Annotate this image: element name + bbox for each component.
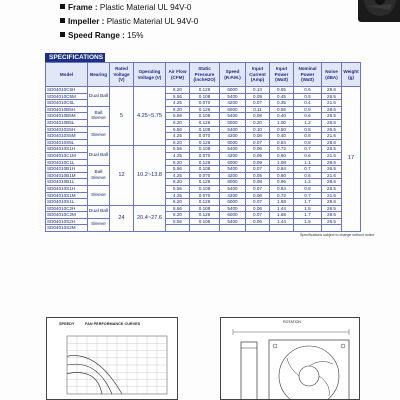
value-cell: 5400 bbox=[220, 218, 246, 225]
value-cell: 0.35 bbox=[270, 100, 294, 107]
model-cell: SD04010S1H bbox=[46, 185, 88, 192]
table-header-row bbox=[46, 63, 361, 87]
value-cell: 0.108 bbox=[190, 93, 220, 100]
value-cell: 6000 bbox=[220, 106, 246, 113]
value-cell: 0.126 bbox=[190, 119, 220, 126]
spec-label: Impeller : bbox=[68, 17, 105, 26]
col-header: Nominal Power (Watt) bbox=[294, 63, 322, 87]
bearing-cell: Ball Sleeve bbox=[88, 166, 110, 186]
specifications-table bbox=[45, 62, 361, 232]
value-cell: 28.6 bbox=[322, 199, 342, 206]
value-cell: 21.6 bbox=[322, 172, 342, 179]
value-cell: 0.6 bbox=[294, 152, 322, 159]
value-cell: 5.56 bbox=[166, 126, 190, 133]
value-cell: 26.5 bbox=[322, 146, 342, 153]
value-cell: 4200 bbox=[220, 133, 246, 140]
value-cell: 21.6 bbox=[322, 133, 342, 140]
value-cell: 4.25 bbox=[166, 100, 190, 107]
value-cell: 0.108 bbox=[190, 205, 220, 212]
model-cell: SD04010B5H bbox=[46, 106, 88, 113]
value-cell: 0.108 bbox=[190, 126, 220, 133]
value-cell: 0.126 bbox=[190, 106, 220, 113]
bullet-square-icon bbox=[60, 32, 65, 37]
dimension-drawing bbox=[220, 317, 360, 400]
value-cell: 0.6 bbox=[294, 133, 322, 140]
model-cell: SD04010C1L bbox=[46, 159, 88, 166]
value-cell: 5.56 bbox=[166, 146, 190, 153]
value-cell: 0.8 bbox=[294, 126, 322, 133]
value-cell: 0.108 bbox=[190, 166, 220, 173]
col-header: Speed (R.P.M.) bbox=[220, 63, 246, 87]
value-cell: 1.44 bbox=[270, 218, 294, 225]
value-cell: 6.20 bbox=[166, 119, 190, 126]
value-cell: 1.08 bbox=[270, 159, 294, 166]
value-cell: 6.20 bbox=[166, 87, 190, 94]
drawing-svg bbox=[221, 318, 360, 400]
value-cell bbox=[190, 225, 220, 232]
value-cell: 5400 bbox=[220, 146, 246, 153]
value-cell: 4.25 bbox=[166, 172, 190, 179]
model-cell: SD04010S2H bbox=[46, 218, 88, 225]
spec-label: Frame : bbox=[68, 3, 98, 12]
value-cell: 0.84 bbox=[270, 166, 294, 173]
value-cell: 0.20 bbox=[246, 119, 270, 126]
value-cell: 0.126 bbox=[190, 139, 220, 146]
value-cell: 1.2 bbox=[294, 119, 322, 126]
value-cell: 28.6 bbox=[322, 119, 342, 126]
value-cell: 0.4 bbox=[294, 100, 322, 107]
value-cell: 6.20 bbox=[166, 139, 190, 146]
spec-frame bbox=[60, 3, 191, 13]
value-cell: 26.5 bbox=[322, 185, 342, 192]
value-cell: 1.5 bbox=[294, 205, 322, 212]
value-cell: 0.60 bbox=[270, 172, 294, 179]
value-cell: 0.070 bbox=[190, 152, 220, 159]
value-cell: 6000 bbox=[220, 87, 246, 94]
value-cell: 1.7 bbox=[294, 199, 322, 206]
value-cell: 1.2 bbox=[294, 179, 322, 186]
value-cell: 0.05 bbox=[246, 152, 270, 159]
operating-voltage-cell: 10.2~13.8 bbox=[134, 146, 166, 205]
value-cell: 0.55 bbox=[270, 106, 294, 113]
value-cell: 1.1 bbox=[294, 159, 322, 166]
spec-impeller bbox=[60, 17, 198, 27]
spec-label: Speed Range : bbox=[68, 31, 125, 40]
bearing-cell: Dual Ball bbox=[88, 146, 110, 166]
table-row bbox=[46, 218, 361, 225]
value-cell: 1.68 bbox=[270, 212, 294, 219]
value-cell: 4.25 bbox=[166, 192, 190, 199]
value-cell bbox=[322, 225, 342, 232]
model-cell: SD04010C1M bbox=[46, 152, 88, 159]
value-cell: 5.56 bbox=[166, 93, 190, 100]
value-cell: 0.08 bbox=[246, 179, 270, 186]
value-cell: 21.6 bbox=[322, 192, 342, 199]
model-cell: SD04010B1H bbox=[46, 166, 88, 173]
value-cell: 0.96 bbox=[270, 179, 294, 186]
value-cell: 0.10 bbox=[246, 126, 270, 133]
model-cell: SD04010C2H bbox=[46, 205, 88, 212]
value-cell: 0.72 bbox=[270, 146, 294, 153]
value-cell: 6000 bbox=[220, 199, 246, 206]
value-cell: 28.6 bbox=[322, 106, 342, 113]
bearing-cell: Sleeve bbox=[88, 185, 110, 205]
value-cell: 0.07 bbox=[246, 199, 270, 206]
value-cell: 5400 bbox=[220, 166, 246, 173]
performance-curve bbox=[67, 356, 122, 394]
chart-plot bbox=[47, 318, 178, 400]
value-cell: 28.6 bbox=[322, 212, 342, 219]
operating-voltage-cell: 4.25~5.75 bbox=[134, 87, 166, 146]
table-row bbox=[46, 87, 361, 94]
value-cell bbox=[220, 225, 246, 232]
performance-curve bbox=[67, 364, 112, 394]
value-cell: 4.25 bbox=[166, 152, 190, 159]
value-cell: 0.7 bbox=[294, 166, 322, 173]
spec-value: 15% bbox=[127, 31, 144, 40]
value-cell: 0.50 bbox=[270, 126, 294, 133]
value-cell: 5400 bbox=[220, 185, 246, 192]
value-cell: 0.06 bbox=[246, 146, 270, 153]
value-cell: 26.5 bbox=[322, 205, 342, 212]
model-cell: SD04010S5L bbox=[46, 139, 88, 146]
value-cell: 0.6 bbox=[294, 87, 322, 94]
value-cell: 0.108 bbox=[190, 146, 220, 153]
value-cell: 6.20 bbox=[166, 159, 190, 166]
spec-value: Plastic Material UL 94V-0 bbox=[99, 3, 192, 12]
model-cell: SD04010C5L bbox=[46, 100, 88, 107]
rated-voltage-cell: 24 bbox=[110, 205, 134, 231]
value-cell: 4200 bbox=[220, 100, 246, 107]
table-body bbox=[46, 87, 361, 232]
value-cell: 0.126 bbox=[190, 159, 220, 166]
value-cell: 0.05 bbox=[246, 172, 270, 179]
value-cell: 0.6 bbox=[294, 113, 322, 120]
value-cell bbox=[246, 225, 270, 232]
model-cell: SD04010S5M bbox=[46, 133, 88, 140]
value-cell: 0.07 bbox=[246, 212, 270, 219]
value-cell: 26.5 bbox=[322, 113, 342, 120]
performance-chart bbox=[46, 317, 178, 400]
rated-voltage-cell: 12 bbox=[110, 146, 134, 205]
table-footnote: Specifications subject to change without notice bbox=[300, 233, 375, 237]
col-header: Input Current (Amp) bbox=[246, 63, 270, 87]
bearing-cell: Sleeve bbox=[88, 218, 110, 231]
fan-photo bbox=[352, 0, 400, 24]
value-cell bbox=[166, 225, 190, 232]
model-cell: SD04010S1M bbox=[46, 192, 88, 199]
value-cell: 0.8 bbox=[294, 185, 322, 192]
model-cell: SD04010B5M bbox=[46, 113, 88, 120]
performance-curve bbox=[67, 373, 102, 394]
model-cell: SD04010C5H bbox=[46, 87, 88, 94]
weight-cell: 17 bbox=[342, 87, 361, 232]
value-cell: 5400 bbox=[220, 126, 246, 133]
table-row bbox=[46, 205, 361, 212]
value-cell: 0.65 bbox=[270, 87, 294, 94]
value-cell: 0.40 bbox=[270, 133, 294, 140]
model-cell: SD04010S1L bbox=[46, 199, 88, 206]
value-cell: 0.07 bbox=[246, 139, 270, 146]
value-cell: 1.00 bbox=[270, 119, 294, 126]
value-cell: 4.25 bbox=[166, 133, 190, 140]
value-cell: 0.126 bbox=[190, 212, 220, 219]
model-cell: SD04010C2M bbox=[46, 212, 88, 219]
value-cell: 0.9 bbox=[294, 106, 322, 113]
value-cell: 5.56 bbox=[166, 113, 190, 120]
value-cell: 1.5 bbox=[294, 218, 322, 225]
value-cell: 4200 bbox=[220, 192, 246, 199]
model-cell: SD04010B1L bbox=[46, 179, 88, 186]
bearing-cell: Dual Ball bbox=[88, 87, 110, 107]
value-cell: 4200 bbox=[220, 172, 246, 179]
value-cell: 5.56 bbox=[166, 166, 190, 173]
value-cell: 28.6 bbox=[322, 159, 342, 166]
model-cell: SD04010B1M bbox=[46, 172, 88, 179]
col-header: Operating Voltage (V) bbox=[134, 63, 166, 87]
bearing-cell: Ball Sleeve bbox=[88, 106, 110, 126]
value-cell: 0.72 bbox=[270, 192, 294, 199]
table-row bbox=[46, 126, 361, 133]
value-cell: 5.56 bbox=[166, 205, 190, 212]
col-header: Rated Voltage (V) bbox=[110, 63, 134, 87]
value-cell: 0.5 bbox=[294, 93, 322, 100]
value-cell: 0.108 bbox=[190, 113, 220, 120]
col-header: Static Pressure (inchH2O) bbox=[190, 63, 220, 87]
value-cell: 6000 bbox=[220, 159, 246, 166]
value-cell: 6000 bbox=[220, 179, 246, 186]
bullet-square-icon bbox=[60, 18, 65, 23]
value-cell: 4200 bbox=[220, 152, 246, 159]
value-cell: 0.7 bbox=[294, 146, 322, 153]
value-cell: 26.5 bbox=[322, 166, 342, 173]
table-row bbox=[46, 106, 361, 113]
value-cell: 6.20 bbox=[166, 212, 190, 219]
col-header: Weight (g) bbox=[342, 63, 361, 87]
value-cell: 28.6 bbox=[322, 139, 342, 146]
value-cell: 21.6 bbox=[322, 100, 342, 107]
value-cell: 5400 bbox=[220, 113, 246, 120]
chart-brand: SPEEDY bbox=[59, 322, 75, 326]
model-cell: SD04010S1H bbox=[46, 146, 88, 153]
value-cell: 5400 bbox=[220, 93, 246, 100]
value-cell: 5.56 bbox=[166, 218, 190, 225]
col-header: Air Flow (CFM) bbox=[166, 63, 190, 87]
operating-voltage-cell: 20.4~27.6 bbox=[134, 205, 166, 231]
rotation-label: ROTATION bbox=[283, 320, 302, 324]
rated-voltage-cell: 5 bbox=[110, 87, 134, 146]
value-cell: 26.5 bbox=[322, 93, 342, 100]
value-cell: 0.126 bbox=[190, 199, 220, 206]
value-cell: 0.108 bbox=[190, 185, 220, 192]
value-cell: 0.45 bbox=[270, 93, 294, 100]
value-cell: 0.40 bbox=[270, 113, 294, 120]
value-cell: 0.06 bbox=[246, 218, 270, 225]
value-cell: 26.5 bbox=[322, 126, 342, 133]
value-cell: 5.56 bbox=[166, 185, 190, 192]
bullet-square-icon bbox=[60, 4, 65, 9]
col-header: Noise (dBA) bbox=[322, 63, 342, 87]
value-cell: 6.20 bbox=[166, 179, 190, 186]
value-cell: 5400 bbox=[220, 205, 246, 212]
value-cell: 0.070 bbox=[190, 172, 220, 179]
spec-value: Plastic Material UL 94V-0 bbox=[106, 17, 199, 26]
value-cell: 1.7 bbox=[294, 212, 322, 219]
value-cell bbox=[294, 225, 322, 232]
value-cell: 6000 bbox=[220, 139, 246, 146]
value-cell: 28.6 bbox=[322, 87, 342, 94]
bearing-cell: Dual Ball bbox=[88, 205, 110, 218]
specifications-header: SPECIFICATIONS bbox=[45, 53, 105, 63]
col-header: Model bbox=[46, 63, 88, 87]
value-cell: 0.070 bbox=[190, 133, 220, 140]
value-cell bbox=[270, 225, 294, 232]
value-cell: 6.20 bbox=[166, 106, 190, 113]
table-row bbox=[46, 185, 361, 192]
model-cell: SD04010B5L bbox=[46, 119, 88, 126]
value-cell: 0.09 bbox=[246, 93, 270, 100]
col-header: Input Power (Watt) bbox=[270, 63, 294, 87]
model-cell: SD04010C5M bbox=[46, 93, 88, 100]
chart-title: FAN PERFORMANCE CURVES bbox=[85, 322, 141, 326]
value-cell: 6000 bbox=[220, 119, 246, 126]
value-cell: 0.070 bbox=[190, 100, 220, 107]
value-cell: 28.6 bbox=[322, 179, 342, 186]
value-cell: 0.126 bbox=[190, 87, 220, 94]
value-cell: 0.84 bbox=[270, 139, 294, 146]
value-cell: 0.8 bbox=[294, 139, 322, 146]
value-cell: 0.126 bbox=[190, 179, 220, 186]
value-cell: 0.06 bbox=[246, 205, 270, 212]
bearing-cell: Sleeve bbox=[88, 126, 110, 146]
value-cell: 0.13 bbox=[246, 87, 270, 94]
col-header: Bearing bbox=[88, 63, 110, 87]
value-cell: 0.09 bbox=[246, 159, 270, 166]
value-cell: 0.60 bbox=[270, 152, 294, 159]
value-cell: 0.108 bbox=[190, 218, 220, 225]
value-cell: 1.68 bbox=[270, 199, 294, 206]
value-cell: 0.07 bbox=[246, 100, 270, 107]
value-cell: 0.06 bbox=[246, 192, 270, 199]
value-cell: 0.07 bbox=[246, 166, 270, 173]
table-row bbox=[46, 146, 361, 153]
value-cell: 0.6 bbox=[294, 172, 322, 179]
value-cell: 1.44 bbox=[270, 205, 294, 212]
table-row bbox=[46, 166, 361, 173]
value-cell: 26.5 bbox=[322, 218, 342, 225]
value-cell: 0.11 bbox=[246, 106, 270, 113]
model-cell: SD04010S2M bbox=[46, 225, 88, 232]
model-cell: SD04010S5H bbox=[46, 126, 88, 133]
value-cell: 6.20 bbox=[166, 199, 190, 206]
value-cell: 6000 bbox=[220, 212, 246, 219]
value-cell: 0.070 bbox=[190, 192, 220, 199]
value-cell: 21.6 bbox=[322, 152, 342, 159]
value-cell: 0.08 bbox=[246, 113, 270, 120]
value-cell: 0.7 bbox=[294, 192, 322, 199]
value-cell: 0.84 bbox=[270, 185, 294, 192]
spec-speed-range bbox=[60, 31, 144, 41]
value-cell: 0.07 bbox=[246, 185, 270, 192]
value-cell: 0.08 bbox=[246, 133, 270, 140]
